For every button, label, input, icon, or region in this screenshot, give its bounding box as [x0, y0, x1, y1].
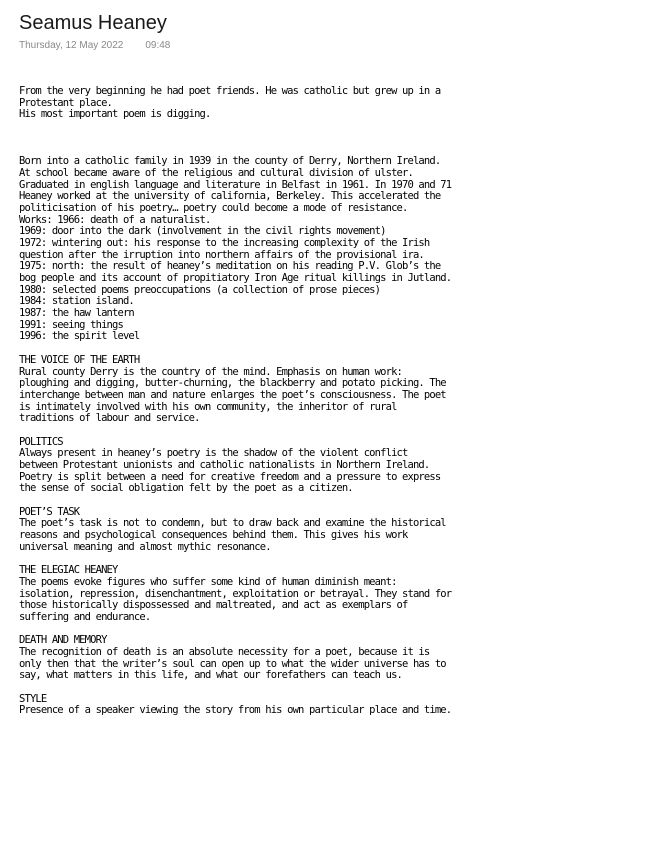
- section-style: [19, 694, 649, 717]
- bio-line: At school became aware of the religious and cultural division of ulster.: [19, 166, 413, 179]
- note-meta: [19, 40, 170, 52]
- bio-line: 1980: selected poems preoccupations (a collection of prose pieces): [19, 283, 381, 296]
- section-line: Rural county Derry is the country of the mind. Emphasis on human work:: [19, 365, 403, 378]
- section-line: only then that the writer’s soul can open up to what the wider universe has to: [19, 657, 446, 670]
- section-line: suffering and endurance.: [19, 610, 151, 623]
- section-heading: THE VOICE OF THE EARTH: [19, 353, 140, 366]
- intro-paragraph: [19, 86, 649, 121]
- section-line: Presence of a speaker viewing the story from his own particular place and time.: [19, 704, 452, 717]
- section-line: The poet’s task is not to condemn, but to draw back and examine the historical: [19, 517, 446, 530]
- section-line: the sense of social obligation felt by the poet as a citizen.: [19, 482, 353, 495]
- page-title: Seamus Heaney: [19, 12, 167, 34]
- bio-line: 1996: the spirit level: [19, 330, 140, 343]
- section-line: ploughing and digging, butter-churning, the blackberry and potato picking. The: [19, 377, 446, 390]
- bio-line: 1987: the haw lantern: [19, 307, 134, 320]
- bio-line: 1984: station island.: [19, 295, 134, 308]
- section-line: isolation, repression, disenchantment, exploitation or betrayal. They stand for: [19, 587, 452, 600]
- section-heading: DEATH AND MEMORY: [19, 634, 107, 647]
- section-elegiac-heaney: [19, 565, 649, 623]
- bio-paragraph: [19, 156, 649, 343]
- bio-line: politicisation of his poetry… poetry could become a mode of resistance.: [19, 201, 408, 214]
- bio-line: 1991: seeing things: [19, 318, 123, 331]
- bio-line: Graduated in english language and literature in Belfast in 1961. In 1970 and 71: [19, 178, 452, 191]
- section-line: The recognition of death is an absolute necessity for a poet, because it is: [19, 646, 430, 659]
- intro-line: His most important poem is digging.: [19, 108, 211, 121]
- section-politics: [19, 437, 649, 495]
- section-line: those historically dispossessed and maltreated, and act as exemplars of: [19, 599, 408, 612]
- section-line: Poetry is split between a need for creative freedom and a pressure to express: [19, 470, 441, 483]
- bio-line: 1975: north: the result of heaney’s meditation on his reading P.V. Glob’s the: [19, 260, 441, 273]
- section-line: Always present in heaney’s poetry is the shadow of the violent conflict: [19, 447, 408, 460]
- section-heading: STYLE: [19, 692, 47, 705]
- section-voice-of-the-earth: [19, 355, 649, 425]
- bio-line: Heaney worked at the university of california, Berkeley. This accelerated the: [19, 190, 441, 203]
- section-heading: POLITICS: [19, 435, 63, 448]
- section-line: interchange between man and nature enlarges the poet’s consciousness. The poet: [19, 388, 446, 401]
- intro-line: From the very beginning he had poet friends. He was catholic but grew up in a: [19, 85, 441, 97]
- section-death-and-memory: [19, 635, 649, 682]
- section-heading: POET’S TASK: [19, 505, 80, 518]
- section-poets-task: [19, 507, 649, 554]
- section-line: is intimately involved with his own community, the inheritor of rural: [19, 400, 397, 413]
- bio-line: Works: 1966: death of a naturalist.: [19, 213, 211, 226]
- bio-line: question after the irruption into northern affairs of the provisional ira.: [19, 248, 424, 261]
- bio-line: Born into a catholic family in 1939 in the county of Derry, Northern Ireland.: [19, 155, 441, 168]
- section-heading: THE ELEGIAC HEANEY: [19, 564, 118, 577]
- section-line: reasons and psychological consequences behind them. This gives his work: [19, 529, 408, 542]
- bio-line: 1972: wintering out: his response to the increasing complexity of the Irish: [19, 236, 430, 249]
- bio-line: 1969: door into the dark (involvement in the civil rights movement): [19, 225, 386, 238]
- note-date: Thursday, 12 May 2022: [19, 40, 124, 51]
- section-line: universal meaning and almost mythic resonance.: [19, 540, 271, 553]
- section-line: The poems evoke figures who suffer some kind of human diminish meant:: [19, 575, 397, 588]
- note-time: 09:48: [145, 40, 171, 51]
- section-line: between Protestant unionists and catholic nationalists in Northern Ireland.: [19, 459, 430, 472]
- section-line: say, what matters in this life, and what our forefathers can teach us.: [19, 669, 403, 682]
- section-line: traditions of labour and service.: [19, 412, 200, 425]
- intro-line: Protestant place.: [19, 96, 113, 109]
- note-body: [19, 86, 649, 717]
- bio-line: bog people and its account of propitiatory Iron Age ritual killings in Jutland.: [19, 272, 452, 285]
